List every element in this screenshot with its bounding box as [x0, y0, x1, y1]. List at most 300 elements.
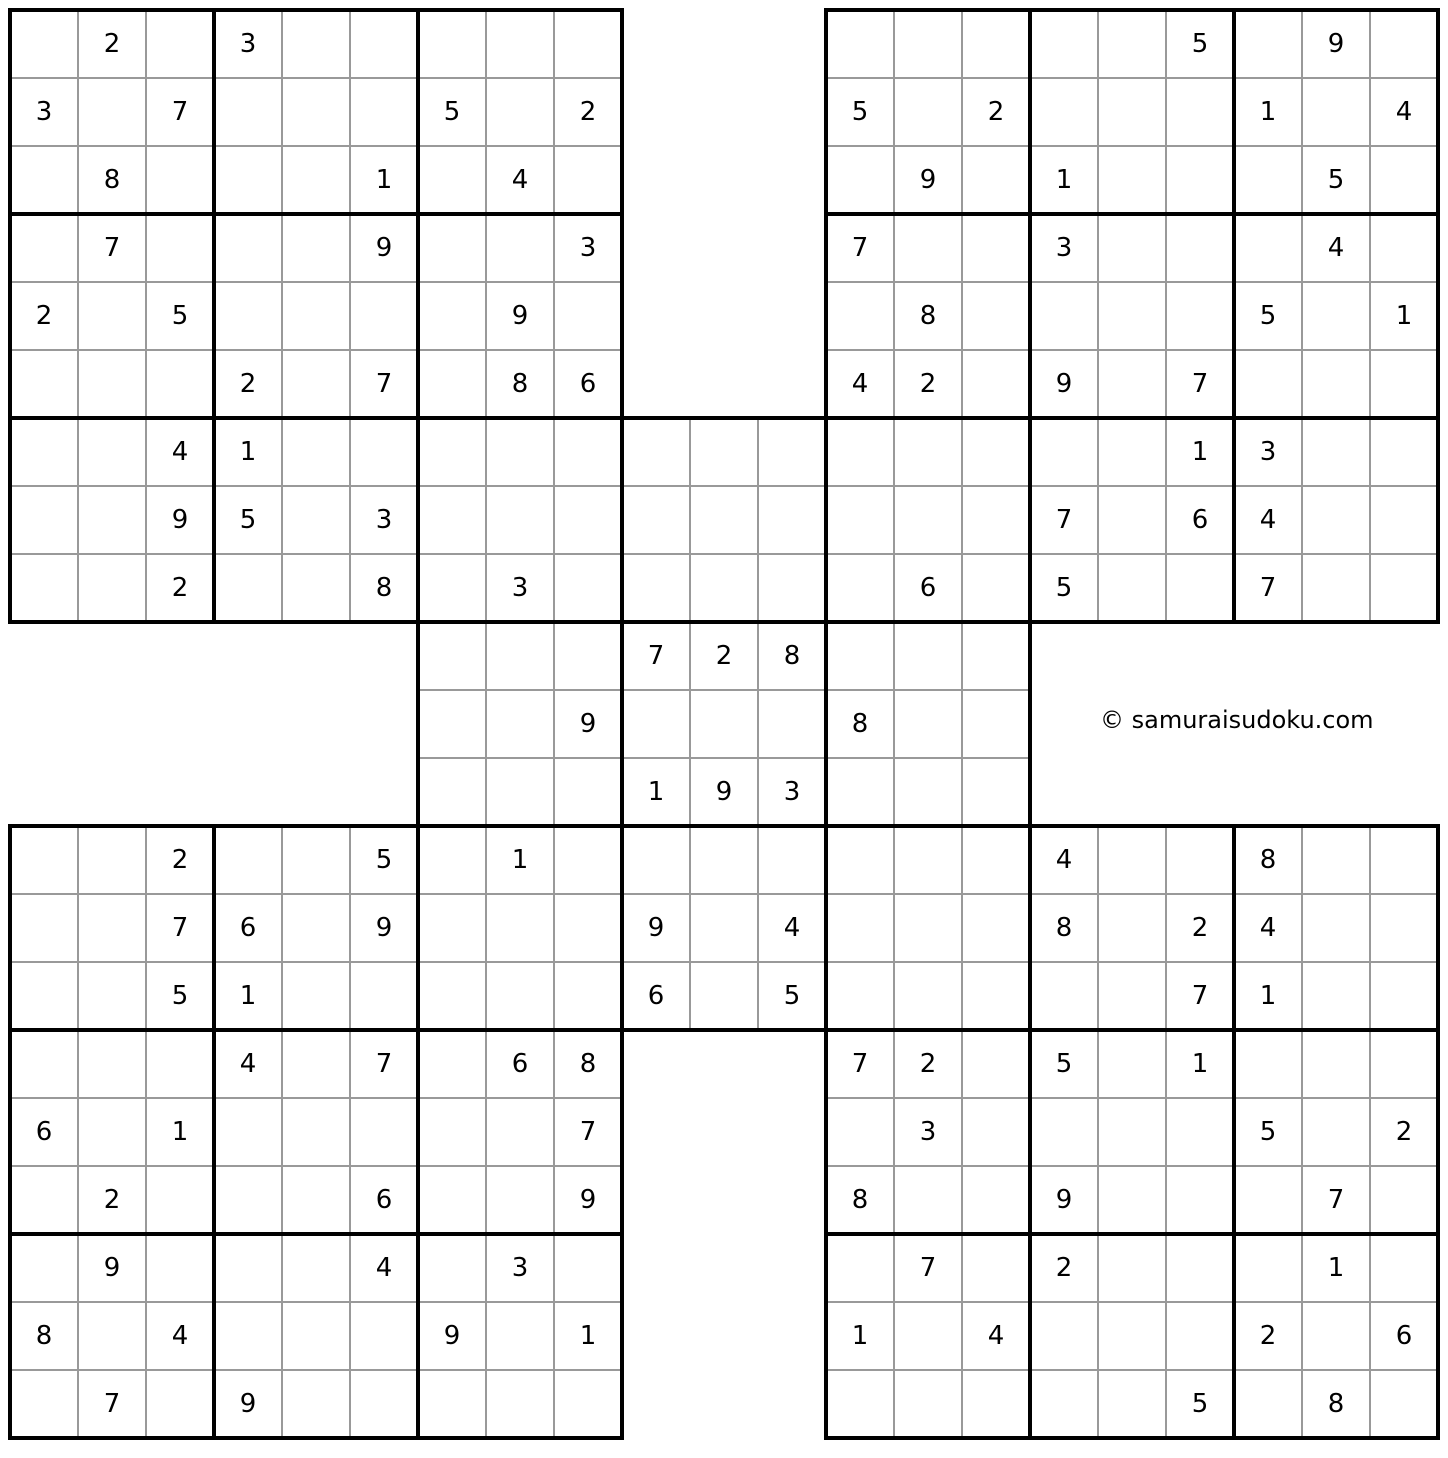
- empty-cell[interactable]: [418, 894, 486, 962]
- empty-cell[interactable]: [282, 894, 350, 962]
- empty-cell[interactable]: [418, 282, 486, 350]
- empty-cell[interactable]: [1302, 78, 1370, 146]
- empty-cell[interactable]: [486, 214, 554, 282]
- given-digit-cell: 6: [579, 369, 597, 399]
- empty-cell[interactable]: [1370, 1370, 1438, 1438]
- given-digit-cell: 7: [1191, 981, 1209, 1011]
- empty-cell[interactable]: [418, 1098, 486, 1166]
- empty-cell[interactable]: [894, 486, 962, 554]
- empty-cell[interactable]: [1302, 418, 1370, 486]
- empty-cell[interactable]: [554, 758, 622, 826]
- given-digit-cell: 7: [1191, 369, 1209, 399]
- empty-cell[interactable]: [962, 214, 1030, 282]
- given-digit-cell: 9: [579, 709, 597, 739]
- empty-cell[interactable]: [894, 1166, 962, 1234]
- empty-cell[interactable]: [1302, 1030, 1370, 1098]
- given-digit-cell: 6: [35, 1117, 53, 1147]
- given-digit-cell: 4: [1259, 505, 1277, 535]
- empty-cell[interactable]: [894, 214, 962, 282]
- empty-cell[interactable]: [350, 962, 418, 1030]
- empty-cell[interactable]: [282, 1098, 350, 1166]
- empty-cell[interactable]: [826, 758, 894, 826]
- empty-cell[interactable]: [962, 1370, 1030, 1438]
- empty-cell[interactable]: [894, 758, 962, 826]
- given-digit-cell: 7: [851, 233, 869, 263]
- given-digit-cell: 4: [1327, 233, 1345, 263]
- empty-cell[interactable]: [418, 214, 486, 282]
- empty-cell[interactable]: [1098, 554, 1166, 622]
- empty-cell[interactable]: [78, 282, 146, 350]
- empty-cell[interactable]: [1370, 418, 1438, 486]
- empty-cell[interactable]: [78, 1098, 146, 1166]
- empty-cell[interactable]: [826, 622, 894, 690]
- given-digit-cell: 3: [1259, 437, 1277, 467]
- given-digit-cell: 9: [715, 777, 733, 807]
- empty-cell[interactable]: [554, 826, 622, 894]
- empty-cell[interactable]: [1098, 418, 1166, 486]
- empty-cell[interactable]: [826, 10, 894, 78]
- empty-cell[interactable]: [10, 214, 78, 282]
- empty-cell[interactable]: [962, 1030, 1030, 1098]
- empty-cell[interactable]: [1030, 962, 1098, 1030]
- empty-cell[interactable]: [78, 418, 146, 486]
- empty-cell[interactable]: [894, 10, 962, 78]
- empty-cell[interactable]: [894, 78, 962, 146]
- empty-cell[interactable]: [690, 418, 758, 486]
- empty-cell[interactable]: [1302, 554, 1370, 622]
- empty-cell[interactable]: [1370, 554, 1438, 622]
- empty-cell[interactable]: [146, 1234, 214, 1302]
- empty-cell[interactable]: [1098, 1166, 1166, 1234]
- empty-cell[interactable]: [418, 1370, 486, 1438]
- empty-cell[interactable]: [78, 486, 146, 554]
- empty-cell[interactable]: [214, 146, 282, 214]
- empty-cell[interactable]: [894, 826, 962, 894]
- given-digit-cell: 8: [851, 1185, 869, 1215]
- empty-cell[interactable]: [1302, 486, 1370, 554]
- empty-cell[interactable]: [1370, 1234, 1438, 1302]
- empty-cell[interactable]: [1370, 894, 1438, 962]
- empty-cell[interactable]: [690, 554, 758, 622]
- empty-cell[interactable]: [1234, 10, 1302, 78]
- empty-cell[interactable]: [418, 1030, 486, 1098]
- given-digit-cell: 8: [851, 709, 869, 739]
- empty-cell[interactable]: [962, 10, 1030, 78]
- empty-cell[interactable]: [962, 1166, 1030, 1234]
- given-digit-cell: 6: [647, 981, 665, 1011]
- given-digit-cell: 4: [511, 165, 529, 195]
- given-digit-cell: 8: [783, 641, 801, 671]
- empty-cell[interactable]: [350, 78, 418, 146]
- empty-cell[interactable]: [78, 962, 146, 1030]
- empty-cell[interactable]: [690, 894, 758, 962]
- given-digit-cell: 4: [851, 369, 869, 399]
- empty-cell[interactable]: [554, 962, 622, 1030]
- empty-cell[interactable]: [1166, 1166, 1234, 1234]
- given-digit-cell: 1: [647, 777, 665, 807]
- empty-cell[interactable]: [214, 1166, 282, 1234]
- empty-cell[interactable]: [146, 146, 214, 214]
- empty-cell[interactable]: [486, 1370, 554, 1438]
- empty-cell[interactable]: [1166, 146, 1234, 214]
- empty-cell[interactable]: [826, 554, 894, 622]
- empty-cell[interactable]: [1370, 962, 1438, 1030]
- empty-cell[interactable]: [758, 418, 826, 486]
- empty-cell[interactable]: [418, 826, 486, 894]
- empty-cell[interactable]: [826, 962, 894, 1030]
- empty-cell[interactable]: [486, 1302, 554, 1370]
- empty-cell[interactable]: [1098, 78, 1166, 146]
- empty-cell[interactable]: [146, 1370, 214, 1438]
- empty-cell[interactable]: [690, 962, 758, 1030]
- empty-cell[interactable]: [962, 418, 1030, 486]
- empty-cell[interactable]: [350, 418, 418, 486]
- empty-cell[interactable]: [282, 350, 350, 418]
- empty-cell[interactable]: [78, 350, 146, 418]
- empty-cell[interactable]: [690, 826, 758, 894]
- empty-cell[interactable]: [962, 350, 1030, 418]
- given-digit-cell: 7: [171, 97, 189, 127]
- empty-cell[interactable]: [282, 1030, 350, 1098]
- empty-cell[interactable]: [1030, 78, 1098, 146]
- given-digit-cell: 8: [103, 165, 121, 195]
- empty-cell[interactable]: [282, 486, 350, 554]
- empty-cell[interactable]: [486, 1166, 554, 1234]
- empty-cell[interactable]: [214, 214, 282, 282]
- empty-cell[interactable]: [894, 962, 962, 1030]
- empty-cell[interactable]: [554, 554, 622, 622]
- empty-cell[interactable]: [690, 690, 758, 758]
- empty-cell[interactable]: [1030, 282, 1098, 350]
- empty-cell[interactable]: [214, 78, 282, 146]
- empty-cell[interactable]: [282, 1302, 350, 1370]
- given-digit-cell: 8: [1259, 845, 1277, 875]
- empty-cell[interactable]: [282, 10, 350, 78]
- empty-cell[interactable]: [1098, 1098, 1166, 1166]
- empty-cell[interactable]: [962, 962, 1030, 1030]
- empty-cell[interactable]: [962, 758, 1030, 826]
- empty-cell[interactable]: [1302, 350, 1370, 418]
- empty-cell[interactable]: [1098, 894, 1166, 962]
- given-digit-cell: 9: [375, 913, 393, 943]
- empty-cell[interactable]: [418, 758, 486, 826]
- empty-cell[interactable]: [1098, 1030, 1166, 1098]
- given-digit-cell: 1: [171, 1117, 189, 1147]
- empty-cell[interactable]: [1370, 486, 1438, 554]
- given-digit-cell: 4: [239, 1049, 257, 1079]
- empty-cell[interactable]: [1166, 1098, 1234, 1166]
- empty-cell[interactable]: [10, 1234, 78, 1302]
- empty-cell[interactable]: [1234, 214, 1302, 282]
- empty-cell[interactable]: [486, 1098, 554, 1166]
- empty-cell[interactable]: [214, 554, 282, 622]
- given-digit-cell: 5: [1327, 165, 1345, 195]
- empty-cell[interactable]: [1098, 350, 1166, 418]
- empty-cell[interactable]: [78, 894, 146, 962]
- given-digit-cell: 3: [511, 1253, 529, 1283]
- empty-cell[interactable]: [10, 418, 78, 486]
- empty-cell[interactable]: [622, 486, 690, 554]
- empty-cell[interactable]: [622, 690, 690, 758]
- empty-cell[interactable]: [282, 146, 350, 214]
- given-digit-cell: 1: [1327, 1253, 1345, 1283]
- empty-cell[interactable]: [418, 690, 486, 758]
- empty-cell[interactable]: [894, 418, 962, 486]
- empty-cell[interactable]: [554, 622, 622, 690]
- empty-cell[interactable]: [554, 146, 622, 214]
- empty-cell[interactable]: [1098, 146, 1166, 214]
- empty-cell[interactable]: [1030, 418, 1098, 486]
- empty-cell[interactable]: [826, 146, 894, 214]
- empty-cell[interactable]: [78, 554, 146, 622]
- empty-cell[interactable]: [282, 282, 350, 350]
- empty-cell[interactable]: [486, 418, 554, 486]
- empty-cell[interactable]: [1370, 350, 1438, 418]
- empty-cell[interactable]: [350, 1098, 418, 1166]
- given-digit-cell: 9: [647, 913, 665, 943]
- empty-cell[interactable]: [1370, 10, 1438, 78]
- empty-cell[interactable]: [758, 554, 826, 622]
- empty-cell[interactable]: [962, 1098, 1030, 1166]
- given-digit-cell: 6: [919, 573, 937, 603]
- empty-cell[interactable]: [962, 282, 1030, 350]
- empty-cell[interactable]: [418, 486, 486, 554]
- empty-cell[interactable]: [418, 350, 486, 418]
- empty-cell[interactable]: [1234, 1166, 1302, 1234]
- empty-cell[interactable]: [1166, 1234, 1234, 1302]
- empty-cell[interactable]: [486, 894, 554, 962]
- empty-cell[interactable]: [486, 486, 554, 554]
- empty-cell[interactable]: [1166, 282, 1234, 350]
- empty-cell[interactable]: [78, 1302, 146, 1370]
- empty-cell[interactable]: [10, 486, 78, 554]
- empty-cell[interactable]: [1302, 962, 1370, 1030]
- given-digit-cell: 3: [375, 505, 393, 535]
- empty-cell[interactable]: [1030, 1302, 1098, 1370]
- empty-cell[interactable]: [1302, 1302, 1370, 1370]
- given-digit-cell: 5: [239, 505, 257, 535]
- empty-cell[interactable]: [962, 1234, 1030, 1302]
- empty-cell[interactable]: [486, 78, 554, 146]
- empty-cell[interactable]: [1166, 1302, 1234, 1370]
- empty-cell[interactable]: [758, 486, 826, 554]
- empty-cell[interactable]: [1166, 554, 1234, 622]
- given-digit-cell: 9: [103, 1253, 121, 1283]
- empty-cell[interactable]: [758, 690, 826, 758]
- given-digit-cell: 5: [1259, 1117, 1277, 1147]
- empty-cell[interactable]: [1166, 78, 1234, 146]
- empty-cell[interactable]: [1302, 1098, 1370, 1166]
- empty-cell[interactable]: [1030, 10, 1098, 78]
- given-digit-cell: 7: [1259, 573, 1277, 603]
- empty-cell[interactable]: [554, 1370, 622, 1438]
- empty-cell[interactable]: [622, 826, 690, 894]
- empty-cell[interactable]: [418, 418, 486, 486]
- empty-cell[interactable]: [486, 962, 554, 1030]
- empty-cell[interactable]: [1302, 826, 1370, 894]
- empty-cell[interactable]: [1234, 1030, 1302, 1098]
- empty-cell[interactable]: [282, 1234, 350, 1302]
- empty-cell[interactable]: [826, 418, 894, 486]
- empty-cell[interactable]: [214, 826, 282, 894]
- empty-cell[interactable]: [1302, 894, 1370, 962]
- empty-cell[interactable]: [622, 418, 690, 486]
- empty-cell[interactable]: [826, 826, 894, 894]
- empty-cell[interactable]: [1370, 146, 1438, 214]
- empty-cell[interactable]: [962, 690, 1030, 758]
- empty-cell[interactable]: [1098, 486, 1166, 554]
- empty-cell[interactable]: [826, 1098, 894, 1166]
- given-digit-cell: 5: [783, 981, 801, 1011]
- empty-cell[interactable]: [1370, 214, 1438, 282]
- empty-cell[interactable]: [146, 214, 214, 282]
- empty-cell[interactable]: [1098, 962, 1166, 1030]
- empty-cell[interactable]: [554, 418, 622, 486]
- empty-cell[interactable]: [486, 690, 554, 758]
- given-digit-cell: 8: [1055, 913, 1073, 943]
- empty-cell[interactable]: [146, 10, 214, 78]
- empty-cell[interactable]: [962, 894, 1030, 962]
- empty-cell[interactable]: [214, 1302, 282, 1370]
- empty-cell[interactable]: [1370, 1166, 1438, 1234]
- empty-cell[interactable]: [350, 282, 418, 350]
- empty-cell[interactable]: [826, 486, 894, 554]
- empty-cell[interactable]: [826, 282, 894, 350]
- empty-cell[interactable]: [10, 10, 78, 78]
- empty-cell[interactable]: [146, 350, 214, 418]
- given-digit-cell: 1: [1395, 301, 1413, 331]
- empty-cell[interactable]: [10, 1166, 78, 1234]
- empty-cell[interactable]: [554, 1234, 622, 1302]
- empty-cell[interactable]: [282, 78, 350, 146]
- empty-cell[interactable]: [214, 1234, 282, 1302]
- empty-cell[interactable]: [962, 554, 1030, 622]
- empty-cell[interactable]: [962, 826, 1030, 894]
- given-digit-cell: 7: [647, 641, 665, 671]
- empty-cell[interactable]: [894, 1302, 962, 1370]
- given-digit-cell: 1: [1191, 1049, 1209, 1079]
- empty-cell[interactable]: [78, 78, 146, 146]
- empty-cell[interactable]: [146, 1166, 214, 1234]
- given-digit-cell: 1: [511, 845, 529, 875]
- empty-cell[interactable]: [282, 214, 350, 282]
- copyright-text: © samuraisudoku.com: [1100, 706, 1374, 734]
- empty-cell[interactable]: [418, 554, 486, 622]
- empty-cell[interactable]: [350, 10, 418, 78]
- empty-cell[interactable]: [1370, 1030, 1438, 1098]
- empty-cell[interactable]: [622, 554, 690, 622]
- empty-cell[interactable]: [1030, 1370, 1098, 1438]
- empty-cell[interactable]: [282, 418, 350, 486]
- empty-cell[interactable]: [826, 1234, 894, 1302]
- empty-cell[interactable]: [350, 1370, 418, 1438]
- empty-cell[interactable]: [418, 1166, 486, 1234]
- empty-cell[interactable]: [10, 1030, 78, 1098]
- empty-cell[interactable]: [486, 10, 554, 78]
- empty-cell[interactable]: [1030, 1098, 1098, 1166]
- empty-cell[interactable]: [962, 486, 1030, 554]
- given-digit-cell: 1: [1259, 981, 1277, 1011]
- empty-cell[interactable]: [10, 962, 78, 1030]
- empty-cell[interactable]: [10, 894, 78, 962]
- empty-cell[interactable]: [894, 1370, 962, 1438]
- empty-cell[interactable]: [10, 1370, 78, 1438]
- given-digit-cell: 3: [239, 29, 257, 59]
- empty-cell[interactable]: [418, 146, 486, 214]
- given-digit-cell: 4: [783, 913, 801, 943]
- given-digit-cell: 1: [579, 1321, 597, 1351]
- given-digit-cell: 7: [579, 1117, 597, 1147]
- empty-cell[interactable]: [1098, 10, 1166, 78]
- empty-cell[interactable]: [10, 350, 78, 418]
- empty-cell[interactable]: [10, 554, 78, 622]
- empty-cell[interactable]: [282, 962, 350, 1030]
- empty-cell[interactable]: [1098, 1234, 1166, 1302]
- given-digit-cell: 3: [35, 97, 53, 127]
- empty-cell[interactable]: [418, 622, 486, 690]
- empty-cell[interactable]: [282, 554, 350, 622]
- empty-cell[interactable]: [826, 1370, 894, 1438]
- empty-cell[interactable]: [1234, 146, 1302, 214]
- empty-cell[interactable]: [554, 894, 622, 962]
- empty-cell[interactable]: [554, 282, 622, 350]
- empty-cell[interactable]: [554, 10, 622, 78]
- empty-cell[interactable]: [10, 826, 78, 894]
- given-digit-cell: 5: [1259, 301, 1277, 331]
- empty-cell[interactable]: [78, 1030, 146, 1098]
- empty-cell[interactable]: [10, 146, 78, 214]
- empty-cell[interactable]: [282, 826, 350, 894]
- empty-cell[interactable]: [1098, 826, 1166, 894]
- empty-cell[interactable]: [1234, 1234, 1302, 1302]
- empty-cell[interactable]: [1098, 282, 1166, 350]
- empty-cell[interactable]: [418, 10, 486, 78]
- empty-cell[interactable]: [1098, 214, 1166, 282]
- given-digit-cell: 8: [1327, 1389, 1345, 1419]
- empty-cell[interactable]: [282, 1370, 350, 1438]
- empty-cell[interactable]: [962, 146, 1030, 214]
- empty-cell[interactable]: [554, 486, 622, 554]
- empty-cell[interactable]: [894, 894, 962, 962]
- empty-cell[interactable]: [758, 826, 826, 894]
- empty-cell[interactable]: [214, 282, 282, 350]
- empty-cell[interactable]: [1234, 1370, 1302, 1438]
- empty-cell[interactable]: [146, 1030, 214, 1098]
- empty-cell[interactable]: [78, 826, 146, 894]
- empty-cell[interactable]: [486, 622, 554, 690]
- empty-cell[interactable]: [962, 622, 1030, 690]
- empty-cell[interactable]: [282, 1166, 350, 1234]
- empty-cell[interactable]: [1370, 826, 1438, 894]
- empty-cell[interactable]: [418, 1234, 486, 1302]
- empty-cell[interactable]: [1234, 350, 1302, 418]
- empty-cell[interactable]: [894, 622, 962, 690]
- given-digit-cell: 4: [987, 1321, 1005, 1351]
- empty-cell[interactable]: [1098, 1370, 1166, 1438]
- given-digit-cell: 9: [239, 1389, 257, 1419]
- empty-cell[interactable]: [894, 690, 962, 758]
- empty-cell[interactable]: [1302, 282, 1370, 350]
- empty-cell[interactable]: [418, 962, 486, 1030]
- empty-cell[interactable]: [214, 1098, 282, 1166]
- empty-cell[interactable]: [1166, 826, 1234, 894]
- empty-cell[interactable]: [350, 1302, 418, 1370]
- empty-cell[interactable]: [690, 486, 758, 554]
- empty-cell[interactable]: [1166, 214, 1234, 282]
- empty-cell[interactable]: [826, 894, 894, 962]
- empty-cell[interactable]: [1098, 1302, 1166, 1370]
- empty-cell[interactable]: [486, 758, 554, 826]
